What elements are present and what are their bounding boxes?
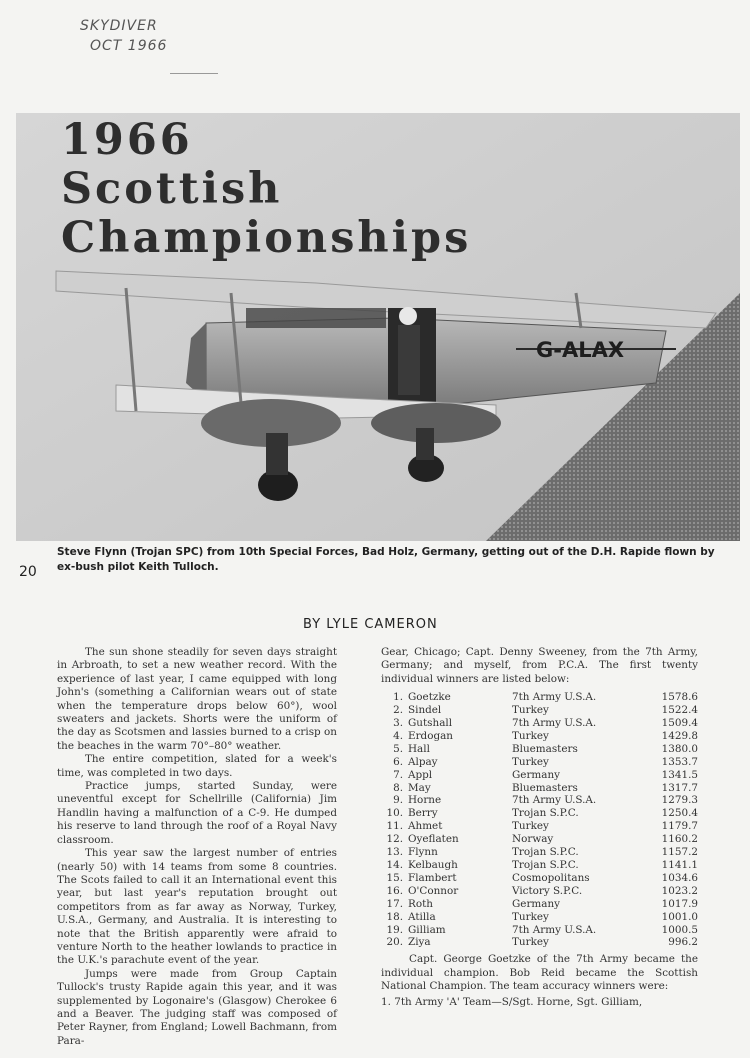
team-name: 7th Army U.S.A. — [512, 923, 597, 936]
team-name: Turkey — [512, 729, 549, 742]
table-row — [381, 807, 698, 820]
competitor-name: Goetzke — [408, 691, 451, 704]
table-row — [381, 782, 698, 795]
score: 1157.2 — [661, 846, 698, 859]
rank: 19. — [386, 923, 403, 936]
team-name: Germany — [512, 768, 561, 781]
competitor-name: Gutshall — [408, 717, 453, 730]
team-name: Victory S.P.C. — [512, 884, 583, 897]
table-row — [381, 846, 698, 859]
table-row — [381, 885, 698, 898]
team-name: Turkey — [512, 755, 549, 768]
table-row — [381, 730, 698, 743]
team-name: Trojan S.P.C. — [512, 859, 579, 871]
jumper-figure — [398, 325, 420, 395]
competitor-name: Appl — [408, 768, 433, 781]
paragraph: Gear, Chicago; Capt. Denny Sweeney, from the 7th Army, Germany; and myself, from P.C.A. The first twenty individual winners are listed below: — [381, 646, 698, 685]
rank: 7. — [393, 768, 403, 781]
competitor-name: Kelbaugh — [408, 859, 458, 871]
score: 1509.4 — [661, 717, 698, 730]
right-engine-fairing — [371, 403, 501, 443]
table-row — [381, 794, 698, 807]
rank: 15. — [386, 871, 403, 884]
team-name: Bluemasters — [512, 742, 578, 755]
rank: 18. — [386, 910, 403, 923]
team-name: Turkey — [512, 936, 549, 949]
score: 996.2 — [668, 936, 698, 949]
competitor-name: Flambert — [408, 871, 457, 884]
table-row — [381, 717, 698, 730]
rank: 12. — [386, 833, 403, 846]
table-row — [381, 704, 698, 717]
competitor-name: May — [408, 781, 431, 794]
table-row — [381, 756, 698, 769]
table-row — [381, 898, 698, 911]
competitor-name: Sindel — [408, 704, 442, 717]
team-winner-line: 1. 7th Army 'A' Team—S/Sgt. Horne, Sgt. Gilliam, — [381, 995, 643, 1008]
handwritten-note-title: SKYDIVER — [80, 18, 158, 34]
score: 1141.1 — [661, 859, 698, 871]
left-landing-gear — [266, 433, 288, 475]
article-title-line3: Championships — [61, 213, 472, 263]
table-row — [381, 936, 698, 949]
paragraph: Capt. George Goetzke of the 7th Army became the individual champion. Bob Reid became the Scottish National Champion. The team accuracy winners were: — [381, 953, 698, 993]
table-row — [381, 769, 698, 782]
score: 1160.2 — [661, 833, 698, 846]
paragraph: Jumps were made from Group Captain Tullock's trusty Rapide again this year, and it was supplemented by Logonaire's (Glasgow) Cherokee 6 and a Beaver. The judging staff was composed of Peter Rayner, from England; Lowell Bachmann, from Para- — [57, 967, 337, 1047]
rank: 8. — [393, 781, 403, 794]
paragraph: The entire competition, slated for a week's time, was completed in two days. — [57, 753, 337, 779]
competitor-name: Atilla — [408, 910, 436, 923]
rank: 14. — [386, 859, 403, 871]
table-row — [381, 872, 698, 885]
rank: 13. — [386, 846, 403, 859]
team-name: Turkey — [512, 910, 549, 923]
jumper-helmet — [399, 307, 417, 325]
team-name: Trojan S.P.C. — [512, 807, 579, 820]
table-row — [381, 859, 698, 872]
competitor-name: Gilliam — [408, 923, 446, 936]
score: 1341.5 — [661, 768, 698, 781]
score: 1001.0 — [661, 910, 698, 923]
team-name: Trojan S.P.C. — [512, 846, 579, 859]
competitor-name: Hall — [408, 742, 430, 755]
score: 1279.3 — [661, 794, 698, 807]
score: 1179.7 — [661, 820, 698, 833]
table-row — [381, 924, 698, 937]
rank: 4. — [393, 729, 403, 742]
table-row — [381, 691, 698, 704]
right-column — [381, 646, 698, 1009]
right-landing-gear — [416, 428, 434, 460]
score: 1522.4 — [661, 704, 698, 717]
article-title-year: 1966 — [61, 115, 193, 165]
rank: 11. — [386, 820, 403, 833]
paragraph: Practice jumps, started Sunday, were uneventful except for Schellrille (California) Jim Handlin having a malfunction of a C-9. He dumped his reserve to land through the roof of a Royal Navy classroom. — [57, 780, 337, 846]
team-name: 7th Army U.S.A. — [512, 691, 597, 704]
team-name: Bluemasters — [512, 781, 578, 794]
team-name: Norway — [512, 833, 554, 846]
biplane-photo — [16, 113, 740, 541]
competitor-name: Ahmet — [408, 820, 443, 833]
rank: 6. — [393, 755, 403, 768]
registration-mark: G-ALAX — [536, 338, 625, 362]
rank: 10. — [386, 807, 403, 820]
team-name: Germany — [512, 897, 561, 910]
table-row — [381, 743, 698, 756]
rank: 20. — [386, 936, 403, 949]
team-name: 7th Army U.S.A. — [512, 717, 597, 730]
score: 1034.6 — [661, 871, 698, 884]
paragraph: The sun shone steadily for seven days straight in Arbroath, to set a new weather record. With the experience of last year, I came equipped with long John's (something a Californian wears out of state when the temperature drops below 60°), wool sweaters and jackets. Shorts were the uniform of the day as Scotsmen and lassies burned to a crisp on the beaches in the warm 70°–80° weather. — [57, 646, 337, 752]
competitor-name: Erdogan — [408, 729, 453, 742]
photo-caption: Steve Flynn (Trojan SPC) from 10th Special Forces, Bad Holz, Germany, getting out of the D.H. Rapide flown by ex-bush pilot Keith Tulloch. — [57, 546, 715, 573]
byline: BY LYLE CAMERON — [303, 617, 438, 632]
score: 1317.7 — [661, 781, 698, 794]
team-name: Cosmopolitans — [512, 871, 590, 884]
table-row — [381, 820, 698, 833]
cockpit-windows — [246, 308, 386, 328]
competitor-name: O'Connor — [408, 884, 459, 897]
rank: 2. — [393, 704, 403, 717]
competitor-name: Berry — [408, 807, 438, 820]
score: 1250.4 — [661, 807, 698, 820]
score: 1017.9 — [661, 897, 698, 910]
score: 1429.8 — [661, 729, 698, 742]
competitor-name: Flynn — [408, 846, 438, 859]
competitor-name: Roth — [408, 897, 433, 910]
article-title-line2: Scottish — [61, 164, 283, 214]
score: 1578.6 — [661, 691, 698, 704]
competitor-name: Ziya — [408, 936, 431, 949]
rank: 17. — [386, 897, 403, 910]
team-name: 7th Army U.S.A. — [512, 794, 597, 807]
score: 1023.2 — [661, 884, 698, 897]
page-number: 20 — [19, 564, 37, 580]
left-column — [57, 646, 337, 1048]
competitor-name: Oyeflaten — [408, 833, 459, 846]
rank: 1. — [393, 691, 403, 704]
rank: 16. — [386, 884, 403, 897]
handwritten-note-date: OCT 1966 — [90, 38, 168, 54]
team-name: Turkey — [512, 704, 549, 717]
score: 1353.7 — [661, 755, 698, 768]
competitor-name: Horne — [408, 794, 442, 807]
score: 1000.5 — [661, 923, 698, 936]
rank: 5. — [393, 742, 403, 755]
table-row — [381, 833, 698, 846]
score: 1380.0 — [661, 742, 698, 755]
paragraph: This year saw the largest number of entries (nearly 50) with 14 teams from some 8 countries. The Scots failed to call it an International event this year, but last year's reputation brought out competitors from as far away as Norway, Turkey, U.S.A., Germany, and Australia. It is interesting to note that the British apparently were afraid to venture North to the heather lowlands to practice in the U.K.'s parachute event of the year. — [57, 847, 337, 967]
team-name: Turkey — [512, 820, 549, 833]
competitor-name: Alpay — [408, 755, 438, 768]
winners-table — [381, 691, 698, 949]
rank: 3. — [393, 717, 403, 730]
rank: 9. — [393, 794, 403, 807]
table-row — [381, 911, 698, 924]
divider — [170, 73, 218, 74]
